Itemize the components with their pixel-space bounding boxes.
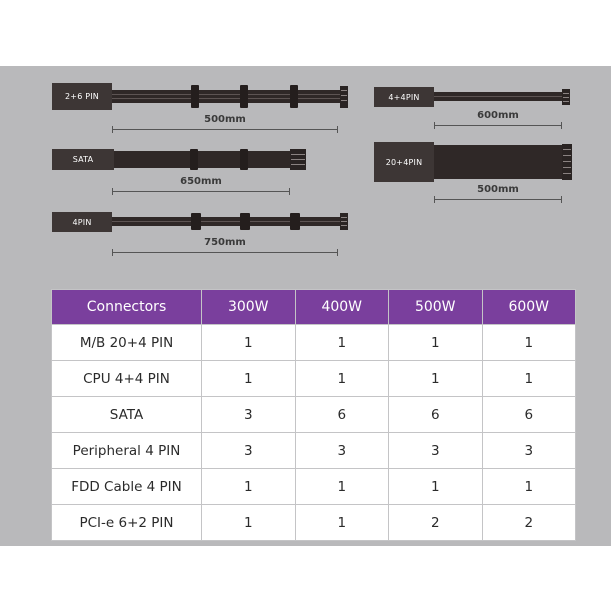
plug-20-4-pin	[374, 142, 434, 182]
connector-head	[562, 89, 570, 105]
connector-head	[340, 213, 348, 230]
cable-2-6-pin	[52, 83, 352, 113]
cell-500w: 1	[389, 469, 483, 505]
table-row	[52, 397, 576, 433]
plug-4-4-pin	[374, 87, 434, 107]
header-300w: 300W	[202, 290, 296, 325]
plug-4pin	[52, 212, 112, 232]
cell-300w: 1	[202, 505, 296, 541]
row-label: SATA	[52, 397, 202, 433]
length-label: 500mm	[477, 184, 519, 195]
length-label: 600mm	[477, 110, 519, 121]
cell-500w: 1	[389, 325, 483, 361]
cell-600w: 6	[482, 397, 576, 433]
table-row	[52, 325, 576, 361]
cell-600w: 2	[482, 505, 576, 541]
dimension-650mm	[112, 176, 290, 195]
cell-400w: 6	[295, 397, 389, 433]
table-header-row	[52, 290, 576, 325]
row-label: M/B 20+4 PIN	[52, 325, 202, 361]
cable-sata	[52, 149, 312, 173]
cable-4pin	[52, 212, 352, 234]
plug-label: 4PIN	[72, 217, 92, 227]
cell-600w: 1	[482, 469, 576, 505]
cell-400w: 1	[295, 361, 389, 397]
cable-wire	[114, 151, 300, 168]
cell-300w: 3	[202, 397, 296, 433]
plug-label: 20+4PIN	[385, 157, 423, 167]
cell-400w: 1	[295, 505, 389, 541]
length-label: 750mm	[204, 237, 246, 248]
cable-wire	[434, 145, 562, 179]
row-label: CPU 4+4 PIN	[52, 361, 202, 397]
cell-500w: 2	[389, 505, 483, 541]
connector-head	[290, 149, 306, 170]
header-connectors: Connectors	[52, 290, 202, 325]
cell-500w: 3	[389, 433, 483, 469]
connector-head	[562, 144, 572, 180]
row-label: PCI-e 6+2 PIN	[52, 505, 202, 541]
cell-300w: 3	[202, 433, 296, 469]
cell-300w: 1	[202, 361, 296, 397]
header-500w: 500W	[389, 290, 483, 325]
cell-400w: 1	[295, 469, 389, 505]
cell-500w: 6	[389, 397, 483, 433]
row-label: FDD Cable 4 PIN	[52, 469, 202, 505]
cell-400w: 1	[295, 325, 389, 361]
plug-sata	[52, 149, 114, 170]
cell-600w: 3	[482, 433, 576, 469]
connector-spec-table	[51, 289, 576, 541]
header-400w: 400W	[295, 290, 389, 325]
dimension-500mm	[112, 114, 338, 133]
cable-wire	[112, 217, 344, 226]
plug-label: 4+4PIN	[388, 92, 420, 102]
table-row	[52, 433, 576, 469]
dimension-750mm	[112, 237, 338, 256]
dimension-500mm	[434, 184, 562, 203]
header-600w: 600W	[482, 290, 576, 325]
cell-600w: 1	[482, 325, 576, 361]
cable-4-4-pin	[374, 87, 574, 109]
table-row	[52, 505, 576, 541]
table-row	[52, 469, 576, 505]
table-row	[52, 361, 576, 397]
row-label: Peripheral 4 PIN	[52, 433, 202, 469]
cell-300w: 1	[202, 325, 296, 361]
cell-400w: 3	[295, 433, 389, 469]
cable-20-4-pin	[374, 142, 574, 184]
connector-head	[340, 86, 348, 108]
plug-2-6-pin	[52, 83, 112, 110]
dimension-600mm	[434, 110, 562, 129]
length-label: 650mm	[180, 176, 222, 187]
cable-wire	[112, 90, 344, 103]
plug-label: 2+6 PIN	[65, 92, 99, 101]
length-label: 500mm	[204, 114, 246, 125]
cable-wire	[434, 92, 564, 101]
cell-300w: 1	[202, 469, 296, 505]
plug-label: SATA	[72, 155, 94, 164]
cell-500w: 1	[389, 361, 483, 397]
cell-600w: 1	[482, 361, 576, 397]
